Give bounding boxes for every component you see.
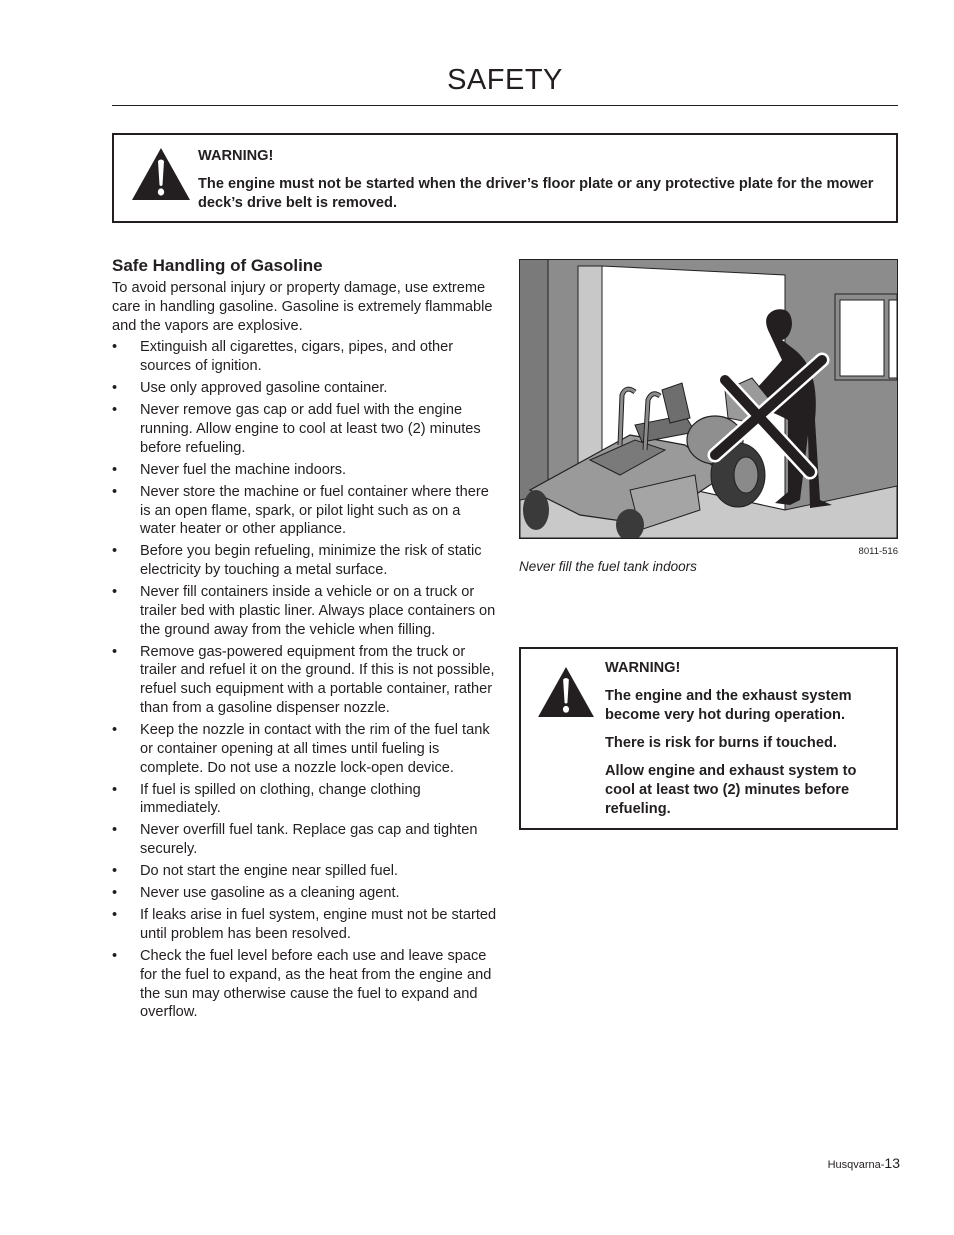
list-item: • If leaks arise in fuel system, engine must not be started until problem has been resolved. bbox=[112, 907, 497, 942]
warning-triangle-icon bbox=[537, 666, 595, 718]
bullet-icon: • bbox=[112, 907, 118, 924]
list-item: • Never fill containers inside a vehicle or on a truck or trailer bed with plastic liner. Always place containers on the ground away from the vehicle when filling. bbox=[112, 584, 496, 638]
list-item: • Before you begin refueling, minimize the risk of static electricity by touching a metal surface. bbox=[112, 543, 482, 579]
warning-heading: WARNING! bbox=[198, 148, 274, 164]
list-item: • Check the fuel level before each use and leave space for the fuel to expand, as the heat from the engine and the sun may otherwise cause the fuel to expand and overflow. bbox=[112, 947, 492, 1021]
list-item: • If fuel is spilled on clothing, change clothing immediately. bbox=[112, 781, 421, 817]
list-item: • Extinguish all cigarettes, cigars, pipes, and other sources of ignition. bbox=[112, 339, 454, 375]
figure-code: 8011-516 bbox=[858, 546, 898, 557]
list-item: • Never overfill fuel tank. Replace gas cap and tighten securely. bbox=[112, 822, 478, 858]
page-title: SAFETY bbox=[447, 64, 563, 96]
warning-box-floor-plate bbox=[112, 133, 898, 223]
page-footer bbox=[760, 1155, 900, 1171]
list-item: • Remove gas-powered equipment from the truck or trailer and refuel it on the ground. If this is not possible, refuel such equipment with a portable container, rather than from a gasoline dispenser nozzle. bbox=[112, 643, 495, 717]
bullet-icon: • bbox=[112, 402, 118, 419]
warning-paragraph: There is risk for burns if touched. bbox=[605, 735, 837, 751]
section-intro: To avoid personal injury or property damage, use extreme care in handling gasoline. Gasoline is extremely flammable and the vapors are explosive. bbox=[112, 280, 493, 334]
section-title: Safe Handling of Gasoline bbox=[112, 256, 323, 275]
list-item: • Never store the machine or fuel container where there is an open flame, spark, or pilot light such as on a water heater or other appliance. bbox=[112, 483, 489, 538]
list-item: • Never fuel the machine indoors. bbox=[112, 461, 347, 478]
fueling-indoors-illustration bbox=[519, 259, 898, 539]
figure-caption: Never fill the fuel tank indoors bbox=[519, 559, 697, 574]
list-item: • Never remove gas cap or add fuel with the engine running. Allow engine to cool at least two (2) minutes before refueling. bbox=[112, 402, 481, 456]
bullet-icon: • bbox=[112, 461, 118, 478]
warning-text: The engine must not be started when the driver’s floor plate or any protective plate for the mower deck’s drive belt is removed. bbox=[198, 176, 874, 211]
bullet-icon: • bbox=[112, 584, 118, 601]
bullet-icon: • bbox=[112, 483, 118, 500]
footer-brand: Husqvarna- bbox=[827, 1159, 885, 1171]
bullet-icon: • bbox=[112, 947, 118, 964]
bullet-icon: • bbox=[112, 380, 118, 397]
warning-triangle-icon bbox=[131, 147, 191, 201]
bullet-icon: • bbox=[112, 885, 118, 902]
bullet-icon: • bbox=[112, 643, 118, 660]
bullet-icon: • bbox=[112, 543, 118, 560]
list-item: • Keep the nozzle in contact with the rim of the fuel tank or container opening at all times until fueling is complete. Do not use a nozzle lock-open device. bbox=[112, 722, 490, 776]
warning-box-hot-engine bbox=[519, 647, 898, 830]
bullet-icon: • bbox=[112, 781, 118, 798]
bullet-icon: • bbox=[112, 722, 118, 739]
bullet-icon: • bbox=[112, 863, 118, 880]
page-number: 13 bbox=[884, 1155, 900, 1171]
list-item: • Do not start the engine near spilled fuel. bbox=[112, 863, 398, 880]
warning-paragraph: Allow engine and exhaust system to cool at least two (2) minutes before refueling. bbox=[605, 763, 857, 817]
list-item: • Use only approved gasoline container. bbox=[112, 380, 388, 397]
list-item: • Never use gasoline as a cleaning agent. bbox=[112, 885, 400, 902]
warning-heading: WARNING! bbox=[605, 660, 681, 676]
warning-paragraph: The engine and the exhaust system become very hot during operation. bbox=[605, 688, 852, 723]
bullet-icon: • bbox=[112, 822, 118, 839]
safety-list bbox=[112, 338, 497, 1022]
garage-mower-illustration bbox=[520, 260, 897, 538]
bullet-icon: • bbox=[112, 339, 118, 356]
safe-handling-section bbox=[112, 256, 497, 1025]
title-divider bbox=[112, 105, 898, 106]
